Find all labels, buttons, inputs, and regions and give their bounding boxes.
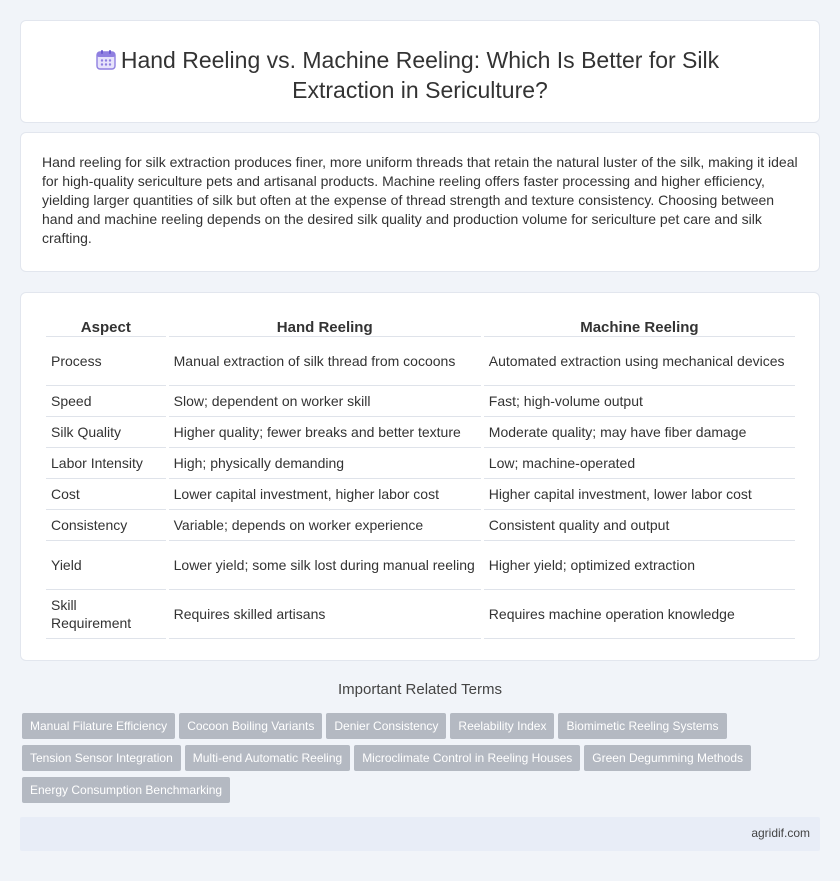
tag-cocoon-boiling-variants[interactable]: Cocoon Boiling Variants — [179, 713, 322, 739]
tag-microclimate-control[interactable]: Microclimate Control in Reeling Houses — [354, 745, 580, 771]
table-row — [46, 448, 795, 479]
header-machine-reeling: Machine Reeling — [484, 313, 795, 337]
cell-machine: Requires machine operation knowledge — [484, 590, 795, 639]
cell-machine: Automated extraction using mechanical devices — [484, 337, 795, 386]
cell-aspect: Skill Requirement — [46, 590, 166, 639]
related-terms-title: Important Related Terms — [338, 681, 502, 698]
cell-aspect: Labor Intensity — [46, 448, 166, 479]
table-row — [46, 417, 795, 448]
cell-hand: Lower capital investment, higher labor cost — [169, 479, 481, 510]
footer-site-link[interactable]: agridif.com — [751, 826, 810, 840]
tag-denier-consistency[interactable]: Denier Consistency — [326, 713, 446, 739]
tag-multi-end-automatic-reeling[interactable]: Multi-end Automatic Reeling — [185, 745, 350, 771]
page-title: Hand Reeling vs. Machine Reeling: Which Is Better for Silk Extraction in Sericulture? — [120, 47, 720, 103]
header-hand-reeling: Hand Reeling — [169, 313, 481, 337]
cell-aspect: Process — [46, 337, 166, 386]
table-row — [46, 386, 795, 417]
cell-hand: Requires skilled artisans — [169, 590, 481, 639]
title-card — [20, 20, 820, 123]
tag-manual-filature-efficiency[interactable]: Manual Filature Efficiency — [22, 713, 175, 739]
table-header-row — [46, 313, 795, 337]
comparison-card — [20, 292, 820, 661]
cell-hand: Higher quality; fewer breaks and better texture — [169, 417, 481, 448]
table-row — [46, 510, 795, 541]
cell-machine: Consistent quality and output — [484, 510, 795, 541]
table-row — [46, 590, 795, 639]
table-row — [46, 337, 795, 386]
table-row — [46, 541, 795, 590]
intro-card — [20, 132, 820, 272]
tag-energy-consumption-benchmarking[interactable]: Energy Consumption Benchmarking — [22, 777, 230, 803]
footer — [20, 817, 820, 851]
tag-green-degumming-methods[interactable]: Green Degumming Methods — [584, 745, 751, 771]
comparison-table — [43, 313, 798, 639]
tag-tension-sensor-integration[interactable]: Tension Sensor Integration — [22, 745, 181, 771]
cell-aspect: Silk Quality — [46, 417, 166, 448]
cell-machine: Higher capital investment, lower labor cost — [484, 479, 795, 510]
cell-machine: Fast; high-volume output — [484, 386, 795, 417]
header-aspect: Aspect — [46, 313, 166, 337]
cell-machine: Higher yield; optimized extraction — [484, 541, 795, 590]
cell-hand: High; physically demanding — [169, 448, 481, 479]
related-terms-tags — [22, 713, 812, 809]
cell-hand: Lower yield; some silk lost during manual reeling — [169, 541, 481, 590]
cell-machine: Moderate quality; may have fiber damage — [484, 417, 795, 448]
table-row — [46, 479, 795, 510]
cell-aspect: Yield — [46, 541, 166, 590]
cell-aspect: Consistency — [46, 510, 166, 541]
tag-reelability-index[interactable]: Reelability Index — [450, 713, 554, 739]
cell-aspect: Speed — [46, 386, 166, 417]
intro-paragraph: Hand reeling for silk extraction produces finer, more uniform threads that retain the natural luster of the silk, making it ideal for high-quality sericulture pets and artisanal products. Machine reeling offers faster processing and higher efficiency, yielding larger quantities of silk but often at the expense of thread strength and texture consistency. Choosing between hand and machine reeling depends on the desired silk quality and production volume for sericulture pet care and silk crafting. — [42, 154, 798, 246]
cell-machine: Low; machine-operated — [484, 448, 795, 479]
cell-hand: Variable; depends on worker experience — [169, 510, 481, 541]
cell-aspect: Cost — [46, 479, 166, 510]
cell-hand: Manual extraction of silk thread from cocoons — [169, 337, 481, 386]
cell-hand: Slow; dependent on worker skill — [169, 386, 481, 417]
tag-biomimetic-reeling-systems[interactable]: Biomimetic Reeling Systems — [558, 713, 726, 739]
